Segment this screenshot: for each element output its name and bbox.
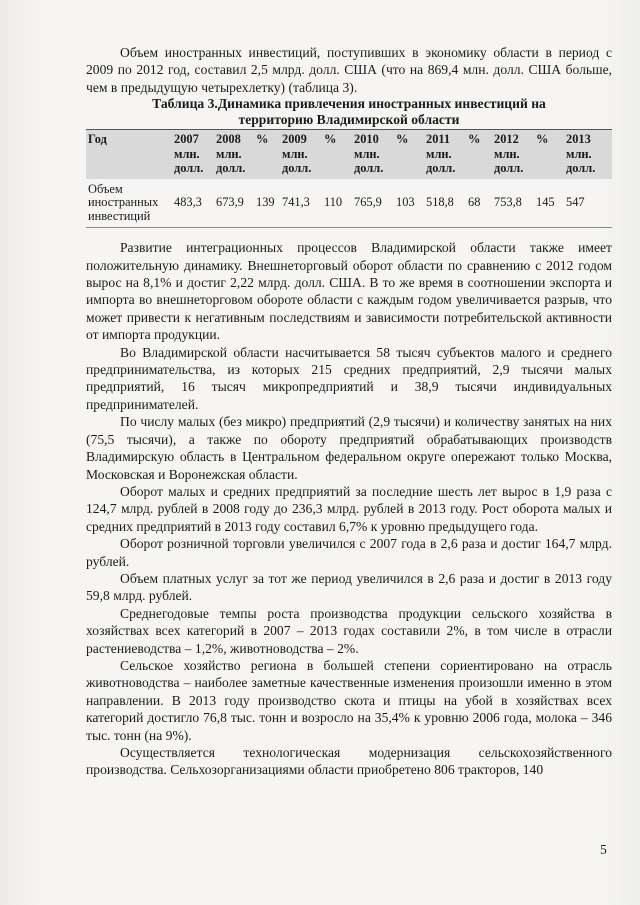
paragraph-retail: Оборот розничной торговли увеличился с 2007 года в 2,6 раза и достиг 164,7 млрд. рублей. [86,536,612,569]
header-2012: 2012 млн. долл. [492,130,534,179]
header-year: Год [86,130,172,179]
header-pct: % [394,130,424,179]
paragraph-livestock: Сельское хозяйство региона в большей степени сориентировано на отрасль животноводства – наиболее заметные качественные изменения произошли именно в этом направлении. В 2013 году производство скота и птицы на убой в хозяйствах всех категорий достигло 76,8 тыс. тонн и возросло на 35,4% к уровню 2006 года, молока – 346 тыс. тонн (на 9%). [86,657,612,743]
header-2009: 2009 млн. долл. [280,130,322,179]
cell-pct-2008: 139 [254,179,280,228]
header-2007: 2007 млн. долл. [172,130,214,179]
header-pct: % [466,130,492,179]
cell-2012: 753,8 [492,179,534,228]
spacer [86,228,612,239]
table-caption-line2: территорию Владимирской области [238,112,460,128]
cell-2011: 518,8 [424,179,466,228]
investment-table [86,129,612,228]
paragraph-sme-count: Во Владимирской области насчитывается 58 тысяч субъектов малого и среднего предпринимательства, из которых 215 средних предприятий, 2,9 тысячи малых предприятий, 16 тысяч микропредприятий и 38,9 тысячи индивидуальных предпринимателей. [86,344,612,412]
row-label: Объем иностранных инвестиций [86,179,172,228]
cell-2009: 741,3 [280,179,322,228]
intro-paragraph: Объем иностранных инвестиций, поступивших в экономику области в период с 2009 по 2012 год, составил 2,5 млрд. долл. США (что на 869,4 млн. долл. США больше, чем в предыдущую четырехлетку) (таблица 3). [86,45,612,95]
paragraph-trade: Развитие интеграционных процессов Владимирской области также имеет положительную динамику. Внешнеторговый оборот области по сравнению с 2012 годом вырос на 8,1% и достиг 2,22 млрд. долл. США. В то же время в соотношении экспорта и импорта во внешнеторговом обороте области с каждым годом увеличивается разрыв, что может привести к негативным последствиям и зависимости потребительской активности от импорта продукции. [86,240,612,343]
page-body [86,44,612,779]
header-pct: % [254,130,280,179]
paragraph-sme-rank: По числу малых (без микро) предприятий (2,9 тысячи) и количеству занятых на них (75,5 тысячи), а также по обороту предприятий обрабатывающих производств Владимирскую область в Центральном федеральном округе опережают только Москва, Московская и Воронежская области. [86,414,612,482]
cell-pct-2010: 103 [394,179,424,228]
header-pct: % [534,130,564,179]
table-caption [86,96,612,128]
paragraph-agri-growth: Среднегодовые темпы роста производства продукции сельского хозяйства в хозяйствах всех категорий в 2007 – 2013 годах составили 2%, в том числе в отрасли растениеводства – 1,2%, животноводства – 2%. [86,605,612,656]
cell-pct-2012: 145 [534,179,564,228]
cell-2008: 673,9 [214,179,254,228]
cell-2010: 765,9 [352,179,394,228]
table-row [86,179,612,228]
cell-2007: 483,3 [172,179,214,228]
paragraph-modernization: Осуществляется технологическая модернизация сельскохозяйственного производства. Сельхозорганизациями области приобретено 806 тракторов, 140 [86,745,612,778]
header-pct: % [322,130,352,179]
paragraph-sme-turnover: Оборот малых и средних предприятий за последние шесть лет вырос в 1,9 раза с 124,7 млрд. рублей в 2008 году до 236,3 млрд. рублей в 2013 году. Рост оборота малых и средних предприятий в 2013 году составил 6,7% к уровню предыдущего года. [86,483,612,534]
header-2013: 2013 млн. долл. [564,130,612,179]
table-caption-line1: Таблица 3.Динамика привлечения иностранных инвестиций на [152,96,546,112]
paragraph-services: Объем платных услуг за тот же период увеличился в 2,6 раза и достиг в 2013 году 59,8 млрд. рублей. [86,570,612,604]
table-header-row [86,130,612,179]
header-2008: 2008 млн. долл. [214,130,254,179]
cell-2013: 547 [564,179,612,228]
header-2011: 2011 млн. долл. [424,130,466,179]
cell-pct-2011: 68 [466,179,492,228]
header-2010: 2010 млн. долл. [352,130,394,179]
page-number: 5 [600,842,607,857]
cell-pct-2009: 110 [322,179,352,228]
